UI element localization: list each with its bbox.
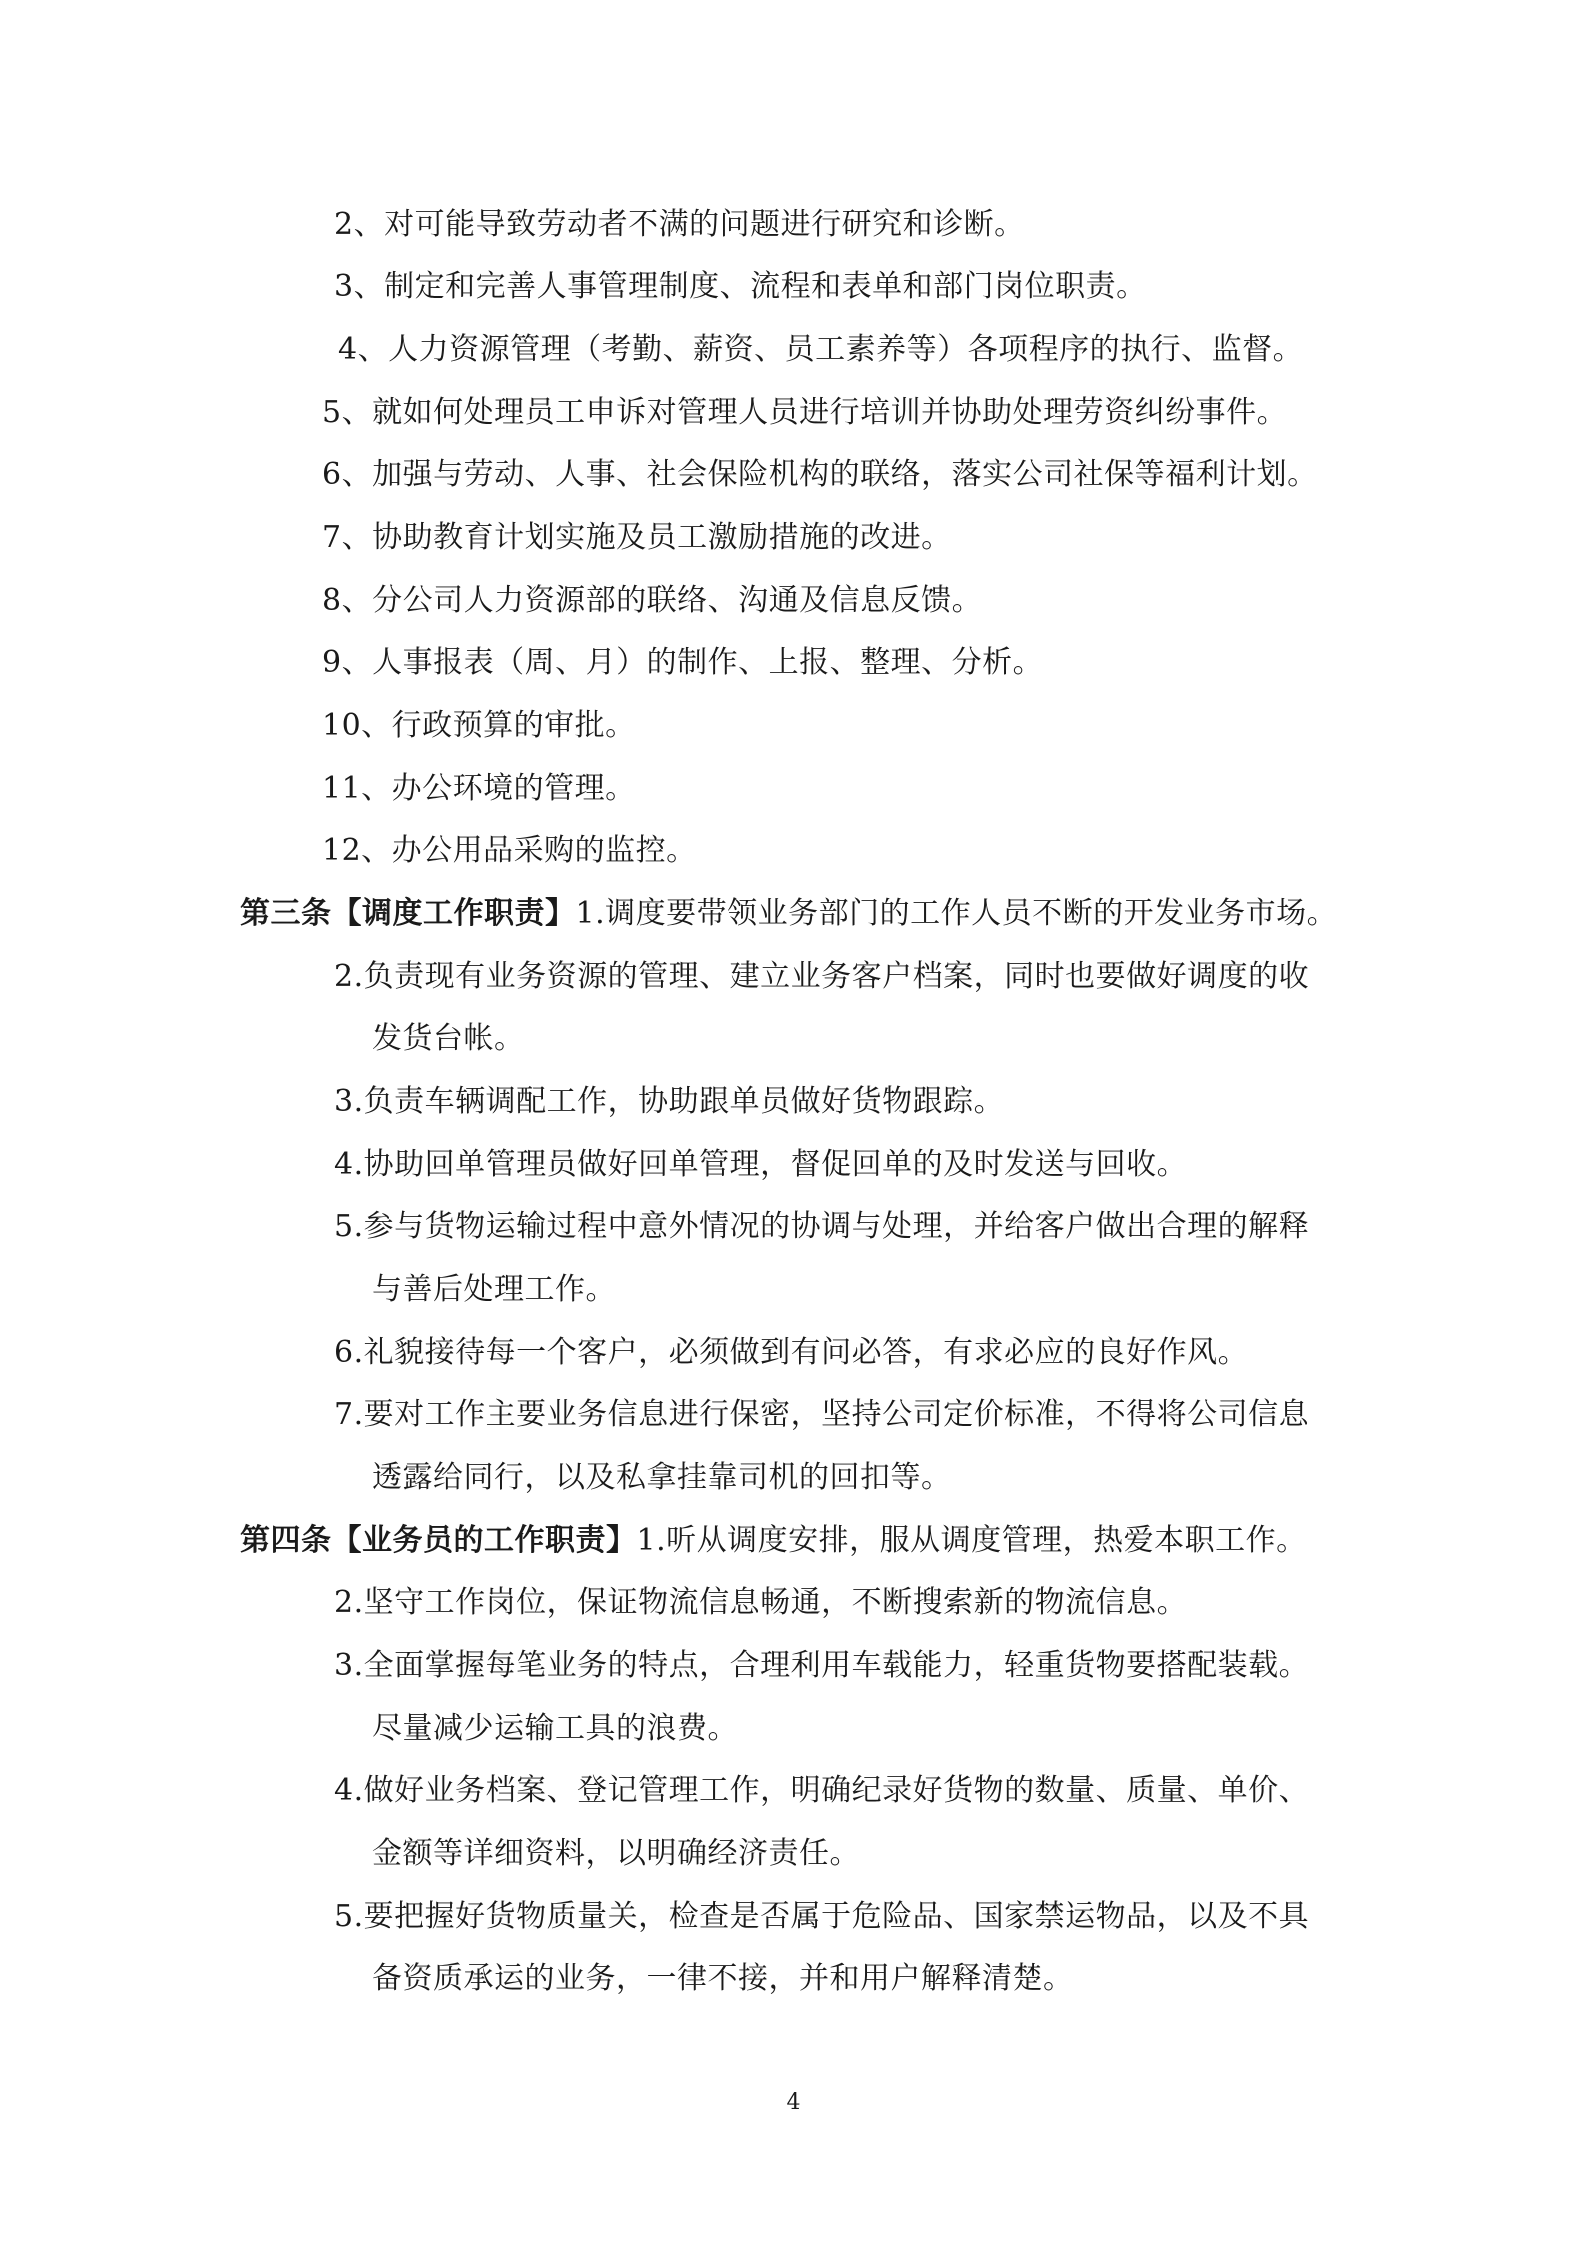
article-4-item-continued: 金额等详细资料，以明确经济责任。 xyxy=(372,1836,860,1871)
article-3-item-continued: 发货台帐。 xyxy=(372,1021,525,1056)
article-3-item-continued: 透露给同行，以及私拿挂靠司机的回扣等。 xyxy=(372,1460,952,1495)
article-4-item: 3.全面掌握每笔业务的特点，合理利用车载能力，轻重货物要搭配装载。 xyxy=(334,1648,1310,1683)
article-3-heading: 第三条【调度工作职责】 xyxy=(240,896,576,931)
page-number: 4 xyxy=(786,2090,801,2115)
list-item: 10、行政预算的审批。 xyxy=(322,708,636,743)
article-4-first-line xyxy=(240,1521,1307,1561)
list-item: 5、就如何处理员工申诉对管理人员进行培训并协助处理劳资纠纷事件。 xyxy=(322,395,1288,430)
article-3-item: 5.参与货物运输过程中意外情况的协调与处理，并给客户做出合理的解释 xyxy=(334,1209,1310,1244)
article-3-first-line xyxy=(240,894,1337,934)
list-item: 6、加强与劳动、人事、社会保险机构的联络，落实公司社保等福利计划。 xyxy=(322,457,1318,492)
list-item: 4、人力资源管理（考勤、薪资、员工素养等）各项程序的执行、监督。 xyxy=(338,332,1304,367)
article-4-heading: 第四条【业务员的工作职责】 xyxy=(240,1523,637,1558)
list-item: 11、办公环境的管理。 xyxy=(322,771,636,806)
article-4-item: 1.听从调度安排，服从调度管理，热爱本职工作。 xyxy=(636,1523,1307,1558)
article-3-item: 7.要对工作主要业务信息进行保密，坚持公司定价标准，不得将公司信息 xyxy=(334,1397,1310,1432)
article-3-item-continued: 与善后处理工作。 xyxy=(372,1272,616,1307)
article-4-item-continued: 备资质承运的业务，一律不接，并和用户解释清楚。 xyxy=(372,1961,1074,1996)
article-3-item: 2.负责现有业务资源的管理、建立业务客户档案，同时也要做好调度的收 xyxy=(334,959,1310,994)
article-3-item: 6.礼貌接待每一个客户，必须做到有问必答，有求必应的良好作风。 xyxy=(334,1335,1249,1370)
article-3-item: 3.负责车辆调配工作，协助跟单员做好货物跟踪。 xyxy=(334,1084,1005,1119)
list-item: 7、协助教育计划实施及员工激励措施的改进。 xyxy=(322,520,952,555)
article-4-item: 4.做好业务档案、登记管理工作，明确纪录好货物的数量、质量、单价、 xyxy=(334,1773,1310,1808)
list-item: 2、对可能导致劳动者不满的问题进行研究和诊断。 xyxy=(334,207,1025,242)
article-4-item: 5.要把握好货物质量关，检查是否属于危险品、国家禁运物品，以及不具 xyxy=(334,1899,1310,1934)
list-item: 12、办公用品采购的监控。 xyxy=(322,833,697,868)
list-item: 9、人事报表（周、月）的制作、上报、整理、分析。 xyxy=(322,645,1044,680)
article-3-item: 1.调度要带领业务部门的工作人员不断的开发业务市场。 xyxy=(575,896,1338,931)
article-4-item-continued: 尽量减少运输工具的浪费。 xyxy=(372,1711,738,1746)
list-item: 8、分公司人力资源部的联络、沟通及信息反馈。 xyxy=(322,583,983,618)
article-3-item: 4.协助回单管理员做好回单管理，督促回单的及时发送与回收。 xyxy=(334,1147,1188,1182)
list-item: 3、制定和完善人事管理制度、流程和表单和部门岗位职责。 xyxy=(334,269,1147,304)
article-4-item: 2.坚守工作岗位，保证物流信息畅通，不断搜索新的物流信息。 xyxy=(334,1585,1188,1620)
